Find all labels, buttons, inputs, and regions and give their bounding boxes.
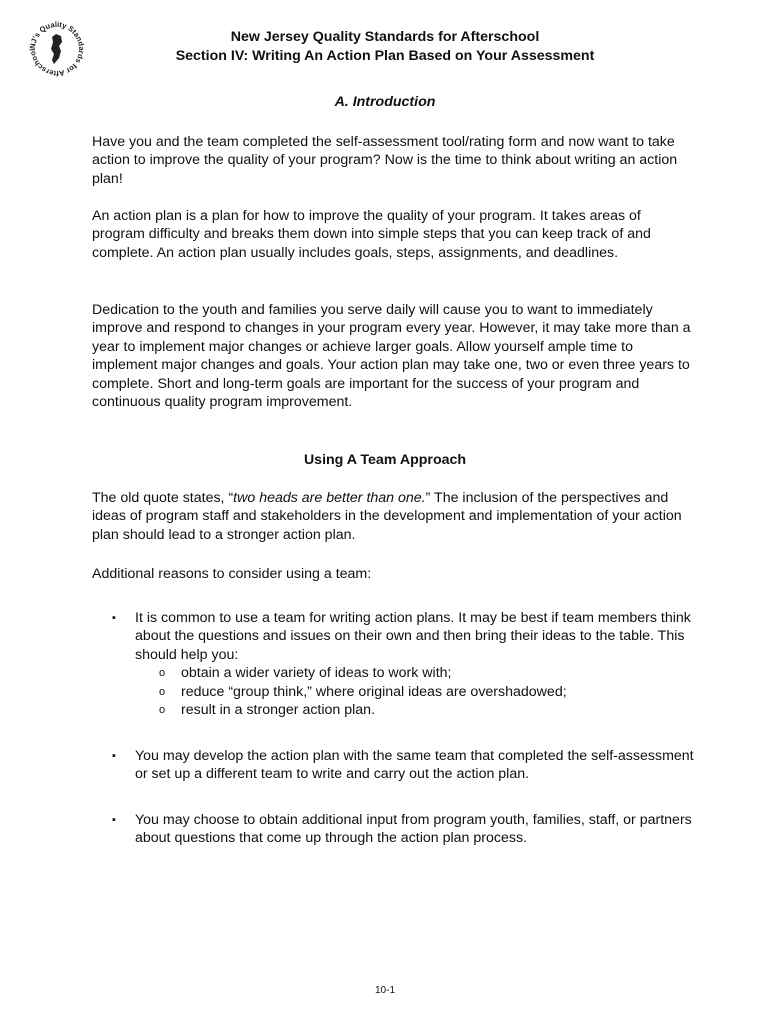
team-heading: Using A Team Approach bbox=[303, 452, 467, 468]
bullet-item-1: It is common to use a team for writing action plans. It may be best if team members think about the questions and issues on their own and then bring their ideas to the table. This should help you: bbox=[135, 610, 691, 663]
bullet-marker: ▪ bbox=[112, 814, 116, 826]
quote-prefix: The old quote states, “ bbox=[92, 490, 234, 506]
sub-bullet-item-1: obtain a wider variety of ideas to work with; bbox=[181, 665, 452, 681]
intro-paragraph-1: Have you and the team completed the self-assessment tool/rating form and now want to take action to improve the quality of your program? Now is the time to think about writing an action plan! bbox=[92, 134, 678, 187]
bullet-marker: ▪ bbox=[112, 750, 116, 762]
header-subtitle: Section IV: Writing An Action Plan Based on Your Assessment bbox=[175, 48, 595, 64]
header-title: New Jersey Quality Standards for Afterschool bbox=[230, 29, 540, 45]
intro-heading: A. Introduction bbox=[334, 94, 436, 110]
svg-text:NJ's Quality Standards for Aft: NJ's Quality Standards for Afterschool bbox=[27, 19, 87, 79]
quote-paragraph bbox=[92, 489, 692, 544]
bullet-marker: ▪ bbox=[112, 612, 116, 624]
quote-italic: two heads are better than one. bbox=[233, 490, 426, 506]
sub-bullet-marker: o bbox=[159, 667, 166, 679]
sub-bullet-item-2: reduce “group think,” where original ideas are overshadowed; bbox=[181, 684, 567, 700]
sub-bullet-marker: o bbox=[159, 704, 166, 716]
bullet-item-3: You may choose to obtain additional input from program youth, families, staff, or partners about questions that come up through the action plan process. bbox=[135, 812, 692, 847]
reasons-intro: Additional reasons to consider using a team: bbox=[92, 566, 372, 582]
intro-paragraph-2: An action plan is a plan for how to improve the quality of your program. It takes areas of program difficulty and breaks them down into simple steps that you can keep track of and complete. An action plan usually includes goals, steps, assignments, and deadlines. bbox=[92, 208, 651, 261]
quote-suffix: ” The inclusion of the perspectives and ideas of program staff and stakeholders in the development and implementation of your action plan should lead to a stronger action plan. bbox=[92, 490, 682, 543]
sub-bullet-marker: o bbox=[159, 686, 166, 698]
sub-bullet-item-3: result in a stronger action plan. bbox=[181, 702, 376, 718]
bullet-item-2: You may develop the action plan with the same team that completed the self-assessment or set up a different team to write and carry out the action plan. bbox=[135, 748, 694, 783]
page-number: 10-1 bbox=[374, 985, 395, 996]
document-header bbox=[0, 28, 770, 66]
intro-paragraph-3: Dedication to the youth and families you serve daily will cause you to want to immediately improve and respond to changes in your program every year. However, it may take more than a year to implement major changes or achieve larger goals. Allow yourself ample time to implement major changes and goals. Your action plan may take one, two or even three years to complete. Short and long-term goals are important for the success of your program and continuous quality program improvement. bbox=[92, 302, 691, 411]
